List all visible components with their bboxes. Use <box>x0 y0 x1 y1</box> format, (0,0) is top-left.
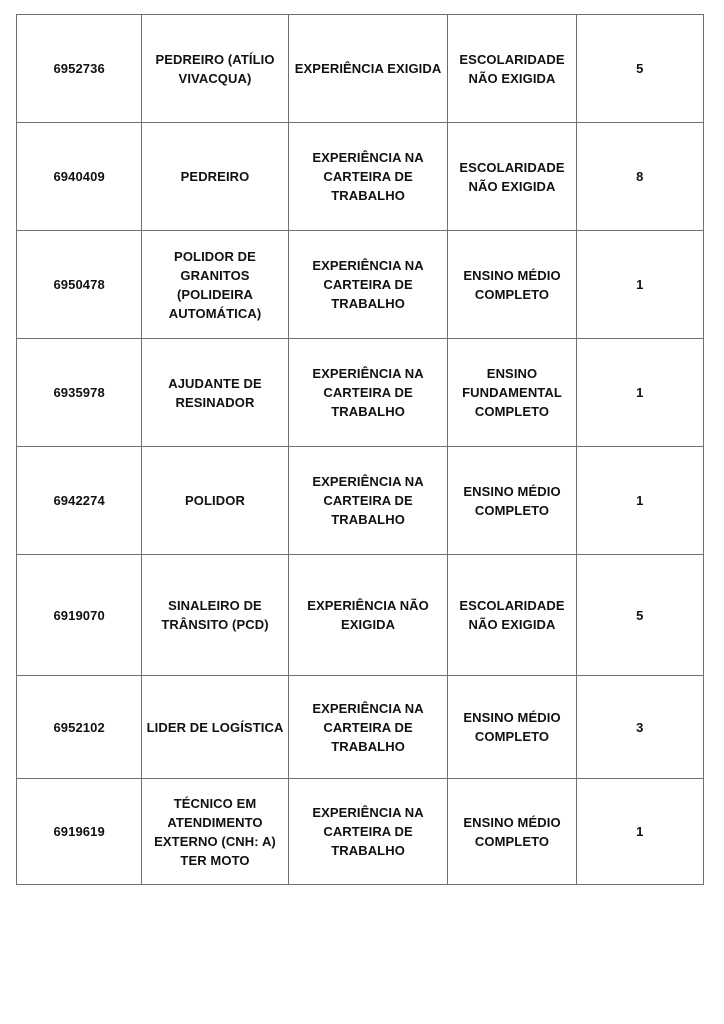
job-title: SINALEIRO DE TRÂNSITO (PCD) <box>161 598 269 632</box>
vacancy-count: 5 <box>636 607 644 623</box>
experience-cell <box>288 339 448 447</box>
table-row <box>17 676 704 779</box>
experience-requirement: EXPERIÊNCIA NA CARTEIRA DE TRABALHO <box>312 366 424 419</box>
education-cell <box>448 447 576 555</box>
vacancies-cell <box>576 15 703 123</box>
job-title-cell <box>142 676 288 779</box>
job-openings-table <box>16 14 704 885</box>
job-code: 6952736 <box>53 61 105 76</box>
job-code: 6942274 <box>53 493 105 508</box>
job-title-cell <box>142 447 288 555</box>
table-row <box>17 15 704 123</box>
job-code-cell <box>17 676 142 779</box>
job-openings-body <box>17 15 704 885</box>
vacancies-cell <box>576 447 703 555</box>
table-row <box>17 339 704 447</box>
job-title-cell <box>142 123 288 231</box>
education-cell <box>448 555 576 676</box>
job-code-cell <box>17 555 142 676</box>
experience-requirement: EXPERIÊNCIA NA CARTEIRA DE TRABALHO <box>312 150 424 203</box>
experience-cell <box>288 676 448 779</box>
job-code-cell <box>17 447 142 555</box>
education-cell <box>448 15 576 123</box>
table-row <box>17 231 704 339</box>
job-code: 6940409 <box>53 169 105 184</box>
vacancy-count: 1 <box>636 277 644 292</box>
vacancies-cell <box>576 231 703 339</box>
job-code-cell <box>17 15 142 123</box>
job-title: PEDREIRO (ATÍLIO VIVACQUA) <box>155 51 275 86</box>
education-requirement: ENSINO MÉDIO COMPLETO <box>463 710 561 744</box>
job-title: POLIDOR DE GRANITOS (POLIDEIRA AUTOMÁTICA) <box>168 248 262 321</box>
vacancy-count: 1 <box>636 824 644 839</box>
job-code: 6952102 <box>53 719 105 735</box>
job-title: PEDREIRO <box>180 169 250 184</box>
job-title-cell <box>142 555 288 676</box>
vacancies-cell <box>576 123 703 231</box>
experience-requirement: EXPERIÊNCIA NA CARTEIRA DE TRABALHO <box>312 258 424 311</box>
education-requirement: ESCOLARIDADE NÃO EXIGIDA <box>459 159 565 194</box>
vacancy-count: 5 <box>636 61 644 76</box>
vacancies-cell <box>576 779 703 885</box>
job-code: 6919619 <box>53 824 105 839</box>
table-row <box>17 123 704 231</box>
education-requirement: ESCOLARIDADE NÃO EXIGIDA <box>459 598 565 632</box>
education-cell <box>448 779 576 885</box>
job-code-cell <box>17 339 142 447</box>
experience-requirement: EXPERIÊNCIA NA CARTEIRA DE TRABALHO <box>312 805 424 858</box>
experience-cell <box>288 15 448 123</box>
job-title-cell <box>142 779 288 885</box>
job-title-cell <box>142 231 288 339</box>
vacancy-count: 1 <box>636 385 644 400</box>
education-cell <box>448 123 576 231</box>
job-listing-sheet <box>16 14 704 885</box>
education-requirement: ESCOLARIDADE NÃO EXIGIDA <box>459 51 565 86</box>
vacancies-cell <box>576 676 703 779</box>
experience-cell <box>288 447 448 555</box>
vacancies-cell <box>576 555 703 676</box>
education-requirement: ENSINO MÉDIO COMPLETO <box>463 483 561 518</box>
job-title: LIDER DE LOGÍSTICA <box>146 719 284 735</box>
education-cell <box>448 676 576 779</box>
job-code-cell <box>17 779 142 885</box>
job-code-cell <box>17 123 142 231</box>
education-cell <box>448 231 576 339</box>
job-title-cell <box>142 15 288 123</box>
job-code: 6950478 <box>53 277 105 292</box>
experience-requirement: EXPERIÊNCIA NÃO EXIGIDA <box>307 598 429 632</box>
education-requirement: ENSINO MÉDIO COMPLETO <box>463 814 561 849</box>
experience-requirement: EXPERIÊNCIA EXIGIDA <box>294 61 442 76</box>
job-title: POLIDOR <box>185 493 245 508</box>
experience-cell <box>288 231 448 339</box>
experience-cell <box>288 779 448 885</box>
job-code: 6935978 <box>53 385 105 400</box>
vacancy-count: 8 <box>636 169 644 184</box>
education-requirement: ENSINO FUNDAMENTAL COMPLETO <box>462 366 562 419</box>
experience-requirement: EXPERIÊNCIA NA CARTEIRA DE TRABALHO <box>312 474 424 527</box>
education-cell <box>448 339 576 447</box>
vacancies-cell <box>576 339 703 447</box>
job-code: 6919070 <box>53 607 105 623</box>
vacancy-count: 1 <box>636 493 644 508</box>
experience-cell <box>288 555 448 676</box>
experience-requirement: EXPERIÊNCIA NA CARTEIRA DE TRABALHO <box>312 700 424 754</box>
table-row <box>17 555 704 676</box>
table-row <box>17 779 704 885</box>
job-title: TÉCNICO EM ATENDIMENTO EXTERNO (CNH: A) TER MOTO <box>154 795 276 868</box>
education-requirement: ENSINO MÉDIO COMPLETO <box>463 267 561 302</box>
experience-cell <box>288 123 448 231</box>
job-title-cell <box>142 339 288 447</box>
job-code-cell <box>17 231 142 339</box>
job-title: AJUDANTE DE RESINADOR <box>168 375 262 410</box>
table-row <box>17 447 704 555</box>
vacancy-count: 3 <box>636 719 644 735</box>
